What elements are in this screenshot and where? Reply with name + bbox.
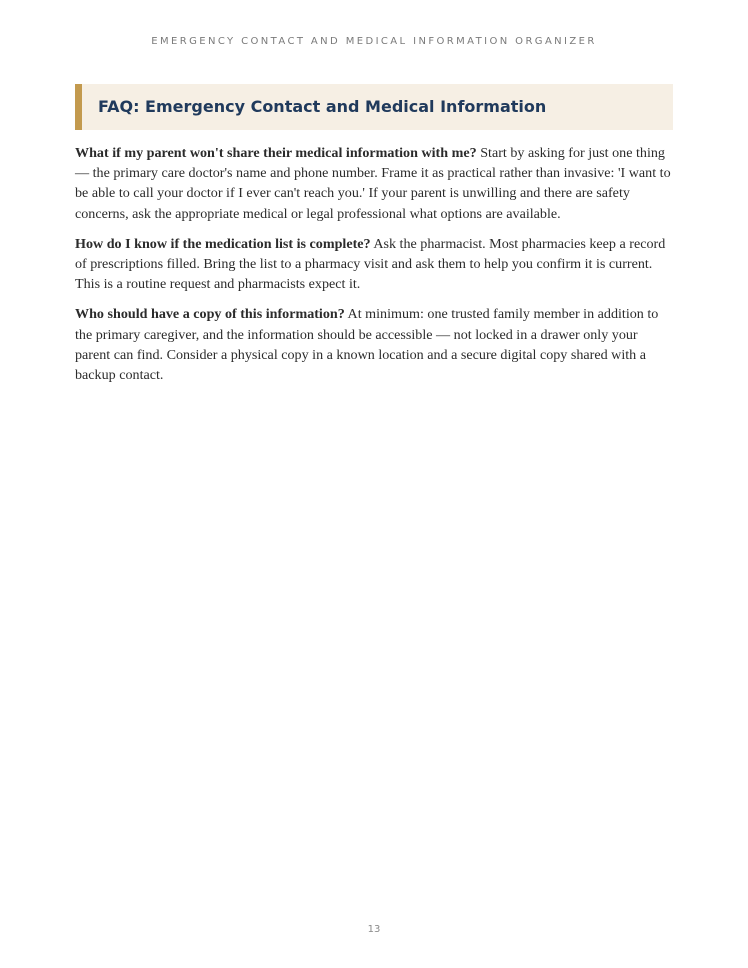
- section-title: FAQ: Emergency Contact and Medical Information: [98, 97, 547, 116]
- faq-item: [75, 234, 673, 295]
- faq-question: Who should have a copy of this information?: [75, 306, 345, 323]
- faq-list: [75, 143, 673, 395]
- faq-question: How do I know if the medication list is complete?: [75, 235, 371, 252]
- faq-item: [75, 143, 673, 224]
- page-number: 13: [367, 924, 381, 935]
- faq-question: What if my parent won't share their medical information with me?: [75, 145, 477, 161]
- banner-accent-bar: [75, 84, 82, 130]
- faq-answer: Ask the pharmacist. Most pharmacies keep a record of prescriptions filled. Bring the list to a pharmacy visit and ask them to help you confirm it is current. This is a routine request and pharmacists expect it.: [75, 235, 666, 293]
- faq-answer: At minimum: one trusted family member in addition to the primary caregiver, and the information should be accessible — not locked in a drawer only your parent can find. Consider a physical copy in a known location and a secure digital copy shared with a backup contact.: [75, 306, 659, 384]
- faq-answer: Start by asking for just one thing — the primary care doctor's name and phone number. Frame it as practical rather than invasive: 'I want to be able to call your doctor if I ever can't reach you.' If your parent is unwilling and there are safety concerns, ask the appropriate medical or legal professional what options are available.: [75, 145, 671, 222]
- faq-item: [75, 304, 673, 385]
- section-banner: [75, 84, 673, 130]
- running-header: EMERGENCY CONTACT AND MEDICAL INFORMATION ORGANIZER: [151, 36, 597, 47]
